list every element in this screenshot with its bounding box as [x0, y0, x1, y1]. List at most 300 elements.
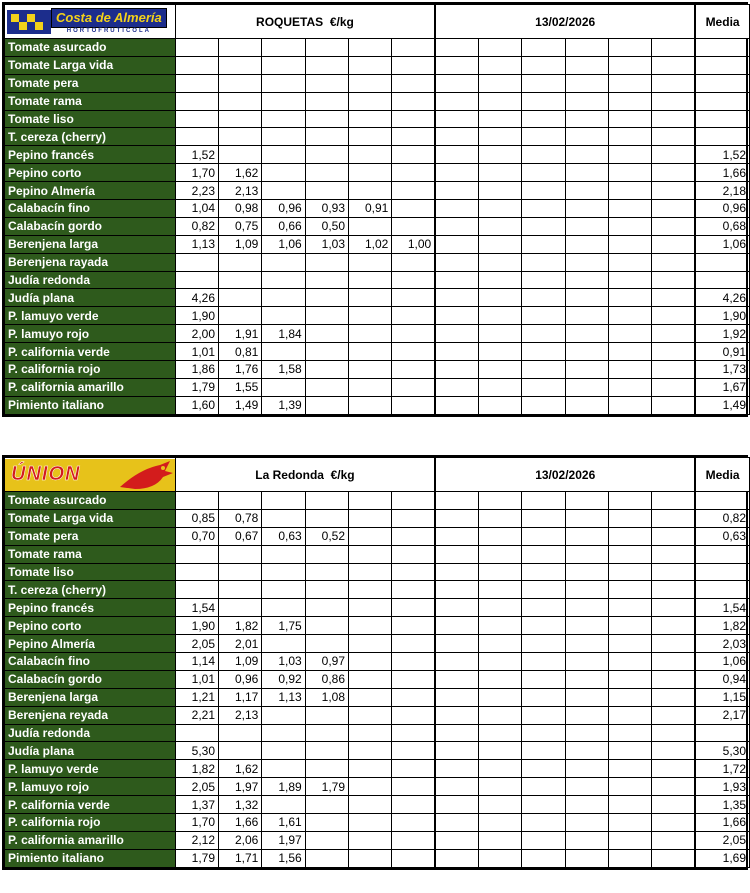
price-cell	[609, 706, 652, 724]
price-cell	[435, 289, 478, 307]
price-cell	[565, 361, 608, 379]
price-cell	[349, 325, 392, 343]
table-row	[5, 92, 750, 110]
price-cell	[392, 56, 435, 74]
header-row	[5, 5, 750, 39]
price-cell	[262, 635, 305, 653]
product-label: Calabacín gordo	[5, 217, 176, 235]
price-cell	[262, 56, 305, 74]
price-cell	[392, 706, 435, 724]
price-cell	[609, 217, 652, 235]
price-cell	[565, 92, 608, 110]
media-cell: 2,18	[695, 182, 749, 200]
price-cell	[522, 110, 565, 128]
price-cell	[349, 56, 392, 74]
price-cell	[219, 39, 262, 57]
price-cell	[175, 545, 218, 563]
price-cell	[349, 307, 392, 325]
table-row	[5, 635, 750, 653]
price-cell: 0,92	[262, 670, 305, 688]
price-cell	[522, 778, 565, 796]
price-cell	[175, 492, 218, 510]
price-cell	[262, 563, 305, 581]
price-cell	[435, 164, 478, 182]
price-cell	[479, 307, 522, 325]
price-cell	[479, 760, 522, 778]
price-cell	[305, 742, 348, 760]
price-cell: 4,26	[175, 289, 218, 307]
media-cell: 1,82	[695, 617, 749, 635]
price-cell	[522, 289, 565, 307]
price-cell	[522, 760, 565, 778]
price-cell	[609, 617, 652, 635]
price-cell	[522, 200, 565, 218]
price-cell	[609, 778, 652, 796]
price-cell	[175, 74, 218, 92]
price-cell	[522, 599, 565, 617]
price-cell: 1,90	[175, 307, 218, 325]
price-cell	[609, 200, 652, 218]
price-cell	[652, 778, 695, 796]
price-cell: 1,17	[219, 688, 262, 706]
media-cell: 1,73	[695, 361, 749, 379]
price-cell: 1,90	[175, 617, 218, 635]
price-cell	[219, 742, 262, 760]
media-cell: 1,06	[695, 235, 749, 253]
price-cell: 1,09	[219, 653, 262, 671]
product-label: P. california verde	[5, 343, 176, 361]
price-cell	[219, 128, 262, 146]
market-date: 13/02/2026	[435, 5, 695, 39]
media-cell: 0,63	[695, 527, 749, 545]
price-cell	[522, 509, 565, 527]
price-cell	[392, 128, 435, 146]
price-cell	[392, 146, 435, 164]
price-cell	[479, 831, 522, 849]
price-cell	[652, 110, 695, 128]
price-cell	[565, 289, 608, 307]
media-cell	[695, 74, 749, 92]
price-cell: 2,12	[175, 831, 218, 849]
price-cell: 1,66	[219, 814, 262, 832]
price-cell	[479, 545, 522, 563]
price-cell	[435, 253, 478, 271]
price-cell	[435, 742, 478, 760]
media-cell: 0,68	[695, 217, 749, 235]
price-cell	[349, 509, 392, 527]
price-cell	[522, 217, 565, 235]
price-cell: 1,58	[262, 361, 305, 379]
price-cell: 1,13	[175, 235, 218, 253]
media-cell	[695, 39, 749, 57]
price-cell: 1,62	[219, 164, 262, 182]
price-cell	[565, 307, 608, 325]
product-label: P. california amarillo	[5, 831, 176, 849]
price-cell	[175, 128, 218, 146]
price-cell	[609, 688, 652, 706]
price-cell	[565, 271, 608, 289]
price-cell: 1,62	[219, 760, 262, 778]
price-cell	[392, 545, 435, 563]
media-cell: 1,69	[695, 849, 749, 867]
price-cell	[609, 92, 652, 110]
price-cell	[565, 146, 608, 164]
price-cell	[522, 527, 565, 545]
price-cell	[565, 492, 608, 510]
price-cell	[349, 492, 392, 510]
checker-flag-icon	[7, 10, 51, 34]
price-cell	[349, 378, 392, 396]
price-cell	[435, 92, 478, 110]
product-label: Judía redonda	[5, 724, 176, 742]
price-cell	[522, 796, 565, 814]
price-cell	[262, 146, 305, 164]
price-cell	[305, 814, 348, 832]
price-cell	[435, 760, 478, 778]
media-cell	[695, 545, 749, 563]
price-cell	[609, 271, 652, 289]
price-cell: 0,63	[262, 527, 305, 545]
price-cell	[609, 74, 652, 92]
price-cell	[392, 110, 435, 128]
price-cell: 0,78	[219, 509, 262, 527]
price-cell	[565, 56, 608, 74]
price-cell: 1,60	[175, 396, 218, 414]
table-row	[5, 56, 750, 74]
price-cell	[349, 599, 392, 617]
table-row	[5, 235, 750, 253]
price-cell	[219, 289, 262, 307]
price-cell: 0,70	[175, 527, 218, 545]
header-row	[5, 458, 750, 492]
price-cell	[392, 796, 435, 814]
price-cell	[392, 599, 435, 617]
price-cell: 1,79	[175, 378, 218, 396]
price-cell	[392, 74, 435, 92]
price-cell	[219, 307, 262, 325]
price-cell	[479, 200, 522, 218]
price-cell	[262, 164, 305, 182]
price-cell	[652, 343, 695, 361]
price-cell: 2,21	[175, 706, 218, 724]
price-cell	[305, 253, 348, 271]
price-cell	[349, 724, 392, 742]
price-cell	[392, 217, 435, 235]
table-row	[5, 217, 750, 235]
price-cell	[479, 396, 522, 414]
price-cell	[435, 74, 478, 92]
price-cell	[262, 545, 305, 563]
table-row	[5, 724, 750, 742]
product-label: Tomate Larga vida	[5, 509, 176, 527]
price-cell: 0,86	[305, 670, 348, 688]
price-cell	[392, 509, 435, 527]
price-cell	[175, 563, 218, 581]
media-header: Media	[695, 458, 749, 492]
price-cell: 1,61	[262, 814, 305, 832]
price-cell	[479, 361, 522, 379]
price-cell	[479, 217, 522, 235]
product-label: Pimiento italiano	[5, 849, 176, 867]
price-cell	[479, 110, 522, 128]
price-cell	[392, 271, 435, 289]
price-cell	[305, 271, 348, 289]
price-cell: 1,02	[349, 235, 392, 253]
price-cell: 2,05	[175, 778, 218, 796]
price-cell: 1,39	[262, 396, 305, 414]
price-cell	[565, 796, 608, 814]
price-cell: 1,75	[262, 617, 305, 635]
price-cell	[305, 325, 348, 343]
price-cell	[392, 724, 435, 742]
price-cell	[392, 635, 435, 653]
product-label: Calabacín fino	[5, 653, 176, 671]
price-cell	[609, 56, 652, 74]
price-cell	[392, 653, 435, 671]
price-cell: 1,01	[175, 670, 218, 688]
price-cell	[652, 92, 695, 110]
price-cell	[522, 849, 565, 867]
media-cell: 1,66	[695, 164, 749, 182]
price-cell	[175, 56, 218, 74]
product-label: Tomate asurcado	[5, 492, 176, 510]
price-cell	[609, 653, 652, 671]
price-cell	[349, 527, 392, 545]
table-row	[5, 670, 750, 688]
price-cell	[305, 128, 348, 146]
price-cell	[609, 760, 652, 778]
price-cell	[609, 492, 652, 510]
price-cell	[609, 831, 652, 849]
price-cell	[565, 688, 608, 706]
price-cell: 0,96	[219, 670, 262, 688]
logo-cell	[5, 458, 176, 492]
price-cell	[609, 182, 652, 200]
price-cell	[435, 110, 478, 128]
product-label: P. lamuyo rojo	[5, 325, 176, 343]
price-cell	[305, 760, 348, 778]
price-cell	[435, 653, 478, 671]
price-cell	[652, 617, 695, 635]
price-cell: 2,01	[219, 635, 262, 653]
price-cell: 2,05	[175, 635, 218, 653]
market-title: ROQUETAS €/kg	[175, 5, 435, 39]
table-row	[5, 831, 750, 849]
price-cell	[219, 724, 262, 742]
table-row	[5, 796, 750, 814]
price-cell	[349, 653, 392, 671]
product-label: P. lamuyo rojo	[5, 778, 176, 796]
rooster-icon	[115, 459, 175, 491]
price-cell	[565, 706, 608, 724]
product-label: P. california rojo	[5, 814, 176, 832]
price-cell	[609, 39, 652, 57]
price-cell	[392, 361, 435, 379]
price-cell	[349, 253, 392, 271]
price-cell	[652, 527, 695, 545]
table-row	[5, 706, 750, 724]
table-row	[5, 307, 750, 325]
price-cell	[479, 92, 522, 110]
price-cell	[392, 200, 435, 218]
price-cell	[262, 289, 305, 307]
price-cell	[435, 146, 478, 164]
product-label: Judía plana	[5, 742, 176, 760]
price-cell	[479, 581, 522, 599]
table-row	[5, 128, 750, 146]
product-label: Pepino francés	[5, 146, 176, 164]
product-label: P. california verde	[5, 796, 176, 814]
media-cell: 1,15	[695, 688, 749, 706]
price-cell	[349, 617, 392, 635]
price-cell: 1,09	[219, 235, 262, 253]
price-cell	[435, 527, 478, 545]
price-cell	[435, 492, 478, 510]
price-cell	[435, 617, 478, 635]
table-row	[5, 200, 750, 218]
media-cell: 1,72	[695, 760, 749, 778]
price-cell	[565, 217, 608, 235]
price-cell: 1,56	[262, 849, 305, 867]
price-cell	[609, 396, 652, 414]
price-cell	[305, 396, 348, 414]
price-cell: 1,08	[305, 688, 348, 706]
price-cell	[435, 361, 478, 379]
price-cell	[652, 253, 695, 271]
price-cell	[522, 361, 565, 379]
price-cell	[522, 164, 565, 182]
price-cell	[435, 378, 478, 396]
price-cell	[522, 92, 565, 110]
price-cell	[609, 128, 652, 146]
price-cell	[652, 635, 695, 653]
price-cell	[435, 235, 478, 253]
price-cell	[305, 706, 348, 724]
price-cell	[522, 635, 565, 653]
price-cell	[349, 545, 392, 563]
price-cell	[609, 670, 652, 688]
price-cell	[565, 545, 608, 563]
price-cell	[392, 617, 435, 635]
price-cell: 1,13	[262, 688, 305, 706]
price-cell	[479, 378, 522, 396]
price-cell	[609, 289, 652, 307]
price-cell	[479, 724, 522, 742]
price-cell	[609, 307, 652, 325]
media-cell	[695, 563, 749, 581]
price-cell	[349, 670, 392, 688]
price-cell	[305, 635, 348, 653]
price-cell	[305, 110, 348, 128]
price-cell	[219, 599, 262, 617]
table-row	[5, 688, 750, 706]
table-row	[5, 760, 750, 778]
logo-subtext: HORTOFRUTICOLA	[66, 28, 151, 34]
price-cell: 0,52	[305, 527, 348, 545]
price-cell	[219, 563, 262, 581]
media-cell	[695, 56, 749, 74]
price-cell: 1,52	[175, 146, 218, 164]
table-row	[5, 563, 750, 581]
media-header: Media	[695, 5, 749, 39]
price-cell	[262, 509, 305, 527]
price-cell	[305, 563, 348, 581]
price-cell	[435, 182, 478, 200]
price-cell	[652, 581, 695, 599]
price-cell	[392, 581, 435, 599]
price-cell	[219, 56, 262, 74]
media-cell	[695, 492, 749, 510]
price-cell	[392, 760, 435, 778]
costa-almeria-logo	[5, 6, 175, 38]
price-cell	[652, 182, 695, 200]
price-cell	[652, 200, 695, 218]
media-cell	[695, 253, 749, 271]
table-row	[5, 509, 750, 527]
price-cell	[349, 110, 392, 128]
product-label: Tomate rama	[5, 92, 176, 110]
price-cell	[435, 688, 478, 706]
price-cell	[565, 635, 608, 653]
media-cell: 0,91	[695, 343, 749, 361]
price-cell: 2,13	[219, 706, 262, 724]
price-cell	[349, 182, 392, 200]
media-cell	[695, 128, 749, 146]
table-row	[5, 182, 750, 200]
price-cell: 1,70	[175, 814, 218, 832]
price-cell	[305, 343, 348, 361]
price-cell	[349, 706, 392, 724]
price-cell	[175, 92, 218, 110]
price-cell	[609, 599, 652, 617]
product-label: Tomate Larga vida	[5, 56, 176, 74]
price-cell	[262, 74, 305, 92]
price-cell	[652, 742, 695, 760]
table-row	[5, 778, 750, 796]
price-cell	[522, 271, 565, 289]
price-cell	[305, 849, 348, 867]
price-cell: 1,14	[175, 653, 218, 671]
price-cell: 1,70	[175, 164, 218, 182]
market-date: 13/02/2026	[435, 458, 695, 492]
price-cell: 0,96	[262, 200, 305, 218]
table-row	[5, 599, 750, 617]
price-cell	[349, 343, 392, 361]
table-row	[5, 814, 750, 832]
table-row	[5, 39, 750, 57]
price-cell	[479, 796, 522, 814]
price-cell	[652, 599, 695, 617]
price-cell	[262, 271, 305, 289]
price-cell	[652, 361, 695, 379]
price-cell	[479, 653, 522, 671]
logo-text: ÚNION	[11, 463, 81, 485]
price-cell	[522, 56, 565, 74]
product-label: Berenjena larga	[5, 688, 176, 706]
price-cell	[349, 164, 392, 182]
price-cell: 0,93	[305, 200, 348, 218]
media-cell	[695, 92, 749, 110]
price-cell	[435, 307, 478, 325]
table-row	[5, 289, 750, 307]
price-cell: 1,01	[175, 343, 218, 361]
price-cell: 1,79	[305, 778, 348, 796]
price-cell	[565, 742, 608, 760]
price-cell	[349, 92, 392, 110]
product-label: Tomate asurcado	[5, 39, 176, 57]
price-cell	[435, 217, 478, 235]
price-cell	[435, 396, 478, 414]
